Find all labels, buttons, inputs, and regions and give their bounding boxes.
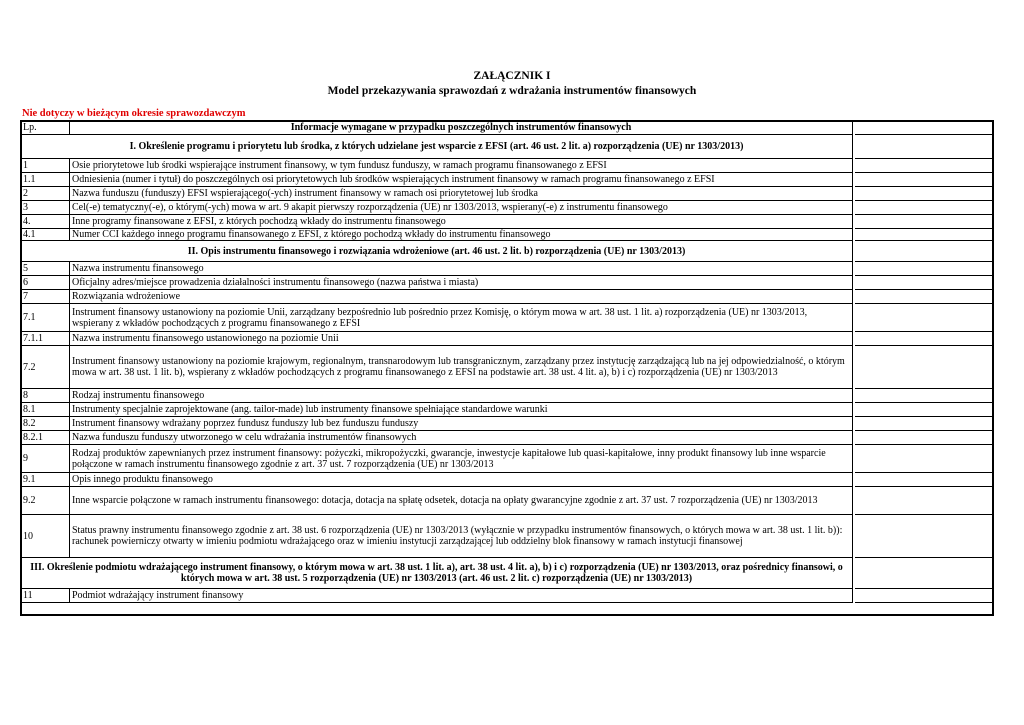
col-header-info: Informacje wymagane w przypadku poszczególnych instrumentów finansowych xyxy=(70,121,853,135)
value-cell[interactable] xyxy=(855,261,993,276)
row-number: 11 xyxy=(21,589,70,603)
table-row xyxy=(21,290,853,304)
row-number: 9 xyxy=(21,445,70,473)
value-cell[interactable] xyxy=(855,186,993,201)
row-number: 7.2 xyxy=(21,346,70,389)
row-description: Rodzaj produktów zapewnianych przez instrument finansowy: pożyczki, mikropożyczki, gwarancje, inwestycje kapitałowe lub quasi-kapitałowe, inny produkt finansowy lub inne wsparcie połączone w ramach instrumentu finansowego zgodnie z art. 37 ust. 7 rozporządzenia (UE) nr 1303/2013 xyxy=(70,445,853,473)
table-row xyxy=(21,173,853,187)
table-row xyxy=(21,515,853,558)
table-row xyxy=(21,346,853,389)
table-row xyxy=(21,215,853,229)
row-description: Rozwiązania wdrożeniowe xyxy=(70,290,853,304)
row-number: 2 xyxy=(21,187,70,201)
row-number: 8.1 xyxy=(21,403,70,417)
table-row xyxy=(21,276,853,290)
row-number: 1 xyxy=(21,159,70,173)
status-note: Nie dotyczy w bieżącym okresie sprawozdawczym xyxy=(22,108,246,119)
value-cell[interactable] xyxy=(855,402,993,417)
row-number: 8.2 xyxy=(21,417,70,431)
report-table xyxy=(20,120,853,603)
row-description: Cel(-e) tematyczny(-e), o którym(-ych) mowa w art. 9 akapit pierwszy rozporządzenia (UE) nr 1303/2013, wspierany(-e) z instrumentu finansowego xyxy=(70,201,853,215)
row-number: 8.2.1 xyxy=(21,431,70,445)
value-cell[interactable] xyxy=(855,303,993,332)
row-number: 6 xyxy=(21,276,70,290)
row-description: Odniesienia (numer i tytuł) do poszczególnych osi priorytetowych lub środków wspierających instrument finansowy w ramach programu finansowanego z EFSI xyxy=(70,173,853,187)
col-header-lp: Lp. xyxy=(21,121,70,135)
value-cell[interactable] xyxy=(855,444,993,473)
row-description: Inne wsparcie połączone w ramach instrumentu finansowego: dotacja, dotacja na spłatę odsetek, dotacja na opłaty gwarancyjne zgodnie z art. 37 ust. 7 rozporządzenia (UE) nr 1303/2013 xyxy=(70,487,853,515)
table-row xyxy=(21,589,853,603)
table-row xyxy=(21,431,853,445)
value-cell[interactable] xyxy=(855,120,993,135)
row-number: 5 xyxy=(21,262,70,276)
value-cell[interactable] xyxy=(855,158,993,173)
value-cell[interactable] xyxy=(855,486,993,515)
row-number: 4.1 xyxy=(21,229,70,241)
value-cell[interactable] xyxy=(855,588,993,603)
value-cell[interactable] xyxy=(855,172,993,187)
page-title: ZAŁĄCZNIK I xyxy=(473,70,551,82)
table-row xyxy=(21,473,853,487)
value-cell[interactable] xyxy=(855,430,993,445)
section-title: I. Określenie programu i priorytetu lub środka, z których udzielane jest wsparcie z EFSI (art. 46 ust. 2 lit. a) rozporządzenia (UE) nr 1303/2013) xyxy=(21,135,853,159)
value-cell[interactable] xyxy=(855,472,993,487)
page-subtitle: Model przekazywania sprawozdań z wdrażania instrumentów finansowych xyxy=(327,85,697,97)
section-row xyxy=(21,558,853,589)
section-title: II. Opis instrumentu finansowego i rozwiązania wdrożeniowe (art. 46 ust. 2 lit. b) rozporządzenia (UE) nr 1303/2013) xyxy=(21,241,853,262)
value-cell[interactable] xyxy=(855,200,993,215)
value-cell[interactable] xyxy=(855,134,993,159)
value-cell[interactable] xyxy=(855,557,993,589)
table-row xyxy=(21,304,853,332)
table-row xyxy=(21,445,853,473)
table-row xyxy=(21,403,853,417)
value-cell[interactable] xyxy=(855,388,993,403)
table-row xyxy=(21,262,853,276)
table-row xyxy=(21,229,853,241)
table-row xyxy=(21,201,853,215)
row-description: Nazwa instrumentu finansowego ustanowionego na poziomie Unii xyxy=(70,332,853,346)
table-row xyxy=(21,389,853,403)
table-header-row xyxy=(21,121,853,135)
value-cell[interactable] xyxy=(855,514,993,558)
value-cell[interactable] xyxy=(855,345,993,389)
row-description: Osie priorytetowe lub środki wspierające instrument finansowy, w tym fundusz funduszy, w ramach programu finansowanego z EFSI xyxy=(70,159,853,173)
row-number: 3 xyxy=(21,201,70,215)
table-row xyxy=(21,159,853,173)
row-description: Oficjalny adres/miejsce prowadzenia działalności instrumentu finansowego (nazwa państwa i miasta) xyxy=(70,276,853,290)
table-row xyxy=(21,187,853,201)
row-description: Instrument finansowy ustanowiony na poziomie Unii, zarządzany bezpośrednio lub pośrednio przez Komisję, o którym mowa w art. 38 ust. 1 lit. a) rozporządzenia (UE) nr 1303/2013, wspierany z wkładów pochodzących z programu finansowanego z EFSI xyxy=(70,304,853,332)
row-description: Podmiot wdrażający instrument finansowy xyxy=(70,589,853,603)
row-number: 8 xyxy=(21,389,70,403)
value-cell[interactable] xyxy=(855,240,993,262)
row-description: Rodzaj instrumentu finansowego xyxy=(70,389,853,403)
row-number: 7.1 xyxy=(21,304,70,332)
table-row xyxy=(21,332,853,346)
section-row xyxy=(21,135,853,159)
section-title: III. Określenie podmiotu wdrażającego instrument finansowy, o którym mowa w art. 38 ust. 1 lit. a), art. 38 ust. 4 lit. a), b) i c) rozporządzenia (UE) nr 1303/2013, oraz pośrednicy finansowi, o których mowa w art. 38 ust. 5 rozporządzenia (UE) nr 1303/2013 (art. 46 ust. 2 lit. c) rozporządzenia (UE) nr 1303/2013) xyxy=(21,558,853,589)
row-number: 7.1.1 xyxy=(21,332,70,346)
table-row xyxy=(21,417,853,431)
value-cell[interactable] xyxy=(855,214,993,229)
row-description: Nazwa funduszu funduszy utworzonego w celu wdrażania instrumentów finansowych xyxy=(70,431,853,445)
value-cell[interactable] xyxy=(855,289,993,304)
value-cell[interactable] xyxy=(855,275,993,290)
row-number: 9.1 xyxy=(21,473,70,487)
row-description: Nazwa instrumentu finansowego xyxy=(70,262,853,276)
table-row xyxy=(21,487,853,515)
row-number: 1.1 xyxy=(21,173,70,187)
value-cell[interactable] xyxy=(855,416,993,431)
row-description: Opis innego produktu finansowego xyxy=(70,473,853,487)
row-description: Instrument finansowy wdrażany poprzez fundusz funduszy lub bez funduszu funduszy xyxy=(70,417,853,431)
row-number: 4. xyxy=(21,215,70,229)
value-cell[interactable] xyxy=(855,331,993,346)
row-number: 7 xyxy=(21,290,70,304)
row-description: Nazwa funduszu (funduszy) EFSI wspierającego(-ych) instrument finansowy w ramach osi priorytetowej lub środka xyxy=(70,187,853,201)
row-number: 9.2 xyxy=(21,487,70,515)
row-description: Inne programy finansowane z EFSI, z których pochodzą wkłady do instrumentu finansowego xyxy=(70,215,853,229)
row-number: 10 xyxy=(21,515,70,558)
row-description: Numer CCI każdego innego programu finansowanego z EFSI, z którego pochodzą wkłady do instrumentu finansowego xyxy=(70,229,853,241)
section-row xyxy=(21,241,853,262)
row-description: Status prawny instrumentu finansowego zgodnie z art. 38 ust. 6 rozporządzenia (UE) nr 1303/2013 (wyłącznie w przypadku instrumentów finansowych, o których mowa w art. 38 ust. 1 lit. b)): rachunek powierniczy otwarty w imieniu podmiotu wdrażającego oraz w imieniu instytucji zarządzającej lub oddzielny blok finansowy w ramach instytucji finansowej xyxy=(70,515,853,558)
row-description: Instrumenty specjalnie zaprojektowane (ang. tailor-made) lub instrumenty finansowe spełniające standardowe warunki xyxy=(70,403,853,417)
row-description: Instrument finansowy ustanowiony na poziomie krajowym, regionalnym, transnarodowym lub transgranicznym, zarządzany przez instytucję zarządzającą lub na jej odpowiedzialność, o którym mowa w art. 38 ust. 1 lit. b), wspierany z wkładów pochodzących z programu finansowanego z EFSI na podstawie art. 38 ust. 4 lit. a), b) i c) rozporządzenia (UE) nr 1303/2013 xyxy=(70,346,853,389)
